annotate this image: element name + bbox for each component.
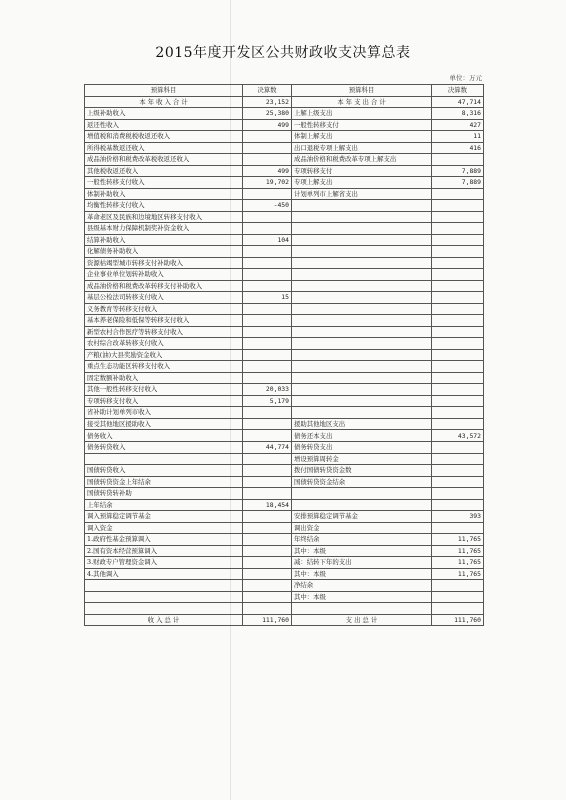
expense-item-cell: [292, 395, 432, 407]
income-amount-cell: [243, 545, 292, 557]
income-amount-cell: [243, 315, 292, 327]
budget-table: [84, 84, 484, 626]
income-item-cell: 成品油价格和税费改革税收返还收入: [85, 154, 243, 166]
expense-item-cell: [292, 211, 432, 223]
income-amount-cell: 499: [243, 165, 292, 177]
income-item-cell: 返还性收入: [85, 119, 243, 131]
income-item-cell: 本 年 收 入 合 计: [85, 96, 243, 108]
income-amount-cell: 104: [243, 234, 292, 246]
table-row: [85, 488, 484, 500]
expense-item-cell: 债务转贷支出: [292, 441, 432, 453]
income-item-cell: 成品油价格和税费改革转移支付补助收入: [85, 280, 243, 292]
income-amount-cell: [243, 488, 292, 500]
income-amount-cell: 5,179: [243, 395, 292, 407]
expense-amount-cell: [432, 522, 484, 534]
table-row: [85, 349, 484, 361]
expense-item-cell: 国债转贷资金结余: [292, 476, 432, 488]
table-header-row: [85, 85, 484, 97]
expense-item-cell: [292, 407, 432, 419]
table-row: [85, 499, 484, 511]
income-amount-cell: [243, 269, 292, 281]
income-amount-cell: [243, 580, 292, 592]
table-row: [85, 361, 484, 373]
income-item-cell: 革命老区及民族和边境地区转移支付收入: [85, 211, 243, 223]
expense-item-cell: 安排预算稳定调节基金: [292, 511, 432, 523]
income-amount-cell: [243, 246, 292, 258]
income-item-cell: 调入预算稳定调节基金: [85, 511, 243, 523]
expense-amount-cell: [432, 372, 484, 384]
expense-amount-cell: [432, 418, 484, 430]
expense-amount-cell: [432, 292, 484, 304]
income-item-cell: 4.其他调入: [85, 568, 243, 580]
table-row: [85, 545, 484, 557]
income-item-cell: [85, 453, 243, 465]
expense-item-cell: 调出资金: [292, 522, 432, 534]
income-amount-cell: [243, 465, 292, 477]
expense-item-cell: 专项上解支出: [292, 177, 432, 189]
income-item-cell: 国债转贷资金上年结余: [85, 476, 243, 488]
table-row: [85, 372, 484, 384]
expense-amount-cell: 11,765: [432, 557, 484, 569]
expense-amount-cell: [432, 349, 484, 361]
expense-amount-cell: [432, 488, 484, 500]
expense-amount-cell: [432, 246, 484, 258]
expense-item-cell: [292, 315, 432, 327]
table-row: [85, 384, 484, 396]
income-item-cell: [85, 580, 243, 592]
table-row: [85, 430, 484, 442]
income-item-cell: 新型农村合作医疗等转移支付收入: [85, 326, 243, 338]
expense-amount-cell: [432, 154, 484, 166]
income-item-cell: 固定数额补助收入: [85, 372, 243, 384]
expense-item-cell: [292, 257, 432, 269]
expense-amount-cell: 111,760: [432, 614, 484, 626]
table-row: [85, 441, 484, 453]
expense-item-cell: 增设预算周转金: [292, 453, 432, 465]
expense-item-cell: [292, 269, 432, 281]
income-item-cell: 3.财政专户管理资金调入: [85, 557, 243, 569]
expense-amount-cell: 416: [432, 142, 484, 154]
income-amount-cell: [243, 511, 292, 523]
table-row: [85, 200, 484, 212]
table-row: [85, 108, 484, 120]
income-amount-cell: [243, 211, 292, 223]
income-amount-cell: [243, 372, 292, 384]
income-item-cell: 一般性转移支付收入: [85, 177, 243, 189]
table-row: [85, 177, 484, 189]
expense-amount-cell: [432, 407, 484, 419]
expense-amount-cell: [432, 591, 484, 603]
expense-amount-cell: [432, 338, 484, 350]
expense-item-cell: 减：结转下年的支出: [292, 557, 432, 569]
expense-amount-cell: [432, 465, 484, 477]
table-row: [85, 580, 484, 592]
expense-item-cell: 计划单列市上解省支出: [292, 188, 432, 200]
expense-item-cell: 拨付国债转贷资金数: [292, 465, 432, 477]
income-amount-cell: 15: [243, 292, 292, 304]
income-item-cell: 收 入 总 计: [85, 614, 243, 626]
income-item-cell: 债务收入: [85, 430, 243, 442]
expense-item-cell: 出口退税专项上解支出: [292, 142, 432, 154]
table-row: [85, 280, 484, 292]
expense-amount-cell: [432, 280, 484, 292]
expense-item-cell: [292, 246, 432, 258]
expense-item-cell: [292, 303, 432, 315]
income-item-cell: 增值税和消费税税收返还收入: [85, 131, 243, 143]
income-item-cell: 结算补助收入: [85, 234, 243, 246]
table-row: [85, 142, 484, 154]
expense-item-cell: 其中：本级: [292, 545, 432, 557]
expense-amount-cell: [432, 326, 484, 338]
expense-item-cell: [292, 349, 432, 361]
income-amount-cell: [243, 418, 292, 430]
expense-amount-cell: 11: [432, 131, 484, 143]
income-amount-cell: [243, 188, 292, 200]
expense-amount-cell: 11,765: [432, 545, 484, 557]
income-amount-cell: [243, 557, 292, 569]
income-item-cell: 企业事业单位划转补助收入: [85, 269, 243, 281]
income-amount-cell: 19,702: [243, 177, 292, 189]
table-row: [85, 511, 484, 523]
expense-item-cell: 体制上解支出: [292, 131, 432, 143]
income-amount-cell: [243, 326, 292, 338]
table-row: [85, 476, 484, 488]
table-row: [85, 603, 484, 615]
table-row: [85, 223, 484, 235]
income-item-cell: 产粮(油)大县奖励资金收入: [85, 349, 243, 361]
table-row: [85, 557, 484, 569]
expense-item-cell: 其中：本级: [292, 568, 432, 580]
table-row: [85, 453, 484, 465]
table-row: [85, 96, 484, 108]
expense-item-cell: 一般性转移支付: [292, 119, 432, 131]
expense-item-cell: [292, 372, 432, 384]
expense-amount-cell: 393: [432, 511, 484, 523]
expense-amount-cell: 11,765: [432, 534, 484, 546]
income-amount-cell: [243, 361, 292, 373]
expense-amount-cell: [432, 269, 484, 281]
table-row: [85, 165, 484, 177]
income-amount-cell: 23,152: [243, 96, 292, 108]
table-row: [85, 154, 484, 166]
table-row: [85, 303, 484, 315]
income-item-cell: 上年结余: [85, 499, 243, 511]
expense-item-cell: 债务还本支出: [292, 430, 432, 442]
expense-amount-cell: [432, 395, 484, 407]
income-item-cell: 上级补助收入: [85, 108, 243, 120]
expense-amount-header: 决算数: [432, 85, 484, 97]
expense-amount-cell: [432, 476, 484, 488]
income-item-cell: 基本养老保险和低保等转移支付收入: [85, 315, 243, 327]
income-amount-cell: [243, 407, 292, 419]
income-item-cell: [85, 591, 243, 603]
income-item-cell: 义务教育等转移支付收入: [85, 303, 243, 315]
expense-amount-cell: 11,765: [432, 568, 484, 580]
expense-amount-cell: [432, 603, 484, 615]
income-item-cell: 化解债务补助收入: [85, 246, 243, 258]
income-amount-cell: 18,454: [243, 499, 292, 511]
table-row: [85, 568, 484, 580]
table-row: [85, 522, 484, 534]
expense-amount-cell: [432, 499, 484, 511]
expense-amount-cell: [432, 303, 484, 315]
income-amount-cell: [243, 131, 292, 143]
expense-item-cell: [292, 200, 432, 212]
expense-item-cell: 成品油价格和税费改革专项上解支出: [292, 154, 432, 166]
income-item-header: 预算科目: [85, 85, 243, 97]
expense-amount-cell: [432, 315, 484, 327]
expense-item-cell: [292, 326, 432, 338]
expense-amount-cell: [432, 188, 484, 200]
income-item-cell: 均衡性转移支付收入: [85, 200, 243, 212]
table-row: [85, 188, 484, 200]
expense-item-header: 预算科目: [292, 85, 432, 97]
income-amount-cell: 25,380: [243, 108, 292, 120]
income-item-cell: 国债转贷收入: [85, 465, 243, 477]
document-title: 2015年度开发区公共财政收支决算总表: [155, 45, 411, 61]
expense-item-cell: [292, 280, 432, 292]
income-item-cell: 重点生态功能区转移支付收入: [85, 361, 243, 373]
income-amount-cell: 20,033: [243, 384, 292, 396]
income-item-cell: 农村综合改革转移支付收入: [85, 338, 243, 350]
income-item-cell: 国债转贷转补助: [85, 488, 243, 500]
table-row: [85, 257, 484, 269]
income-item-cell: 基层公检法司转移支付收入: [85, 292, 243, 304]
expense-amount-cell: [432, 257, 484, 269]
table-row: [85, 246, 484, 258]
expense-item-cell: [292, 499, 432, 511]
income-item-cell: 债务转贷收入: [85, 441, 243, 453]
table-row: [85, 534, 484, 546]
expense-amount-cell: 43,572: [432, 430, 484, 442]
table-row: [85, 315, 484, 327]
expense-item-cell: 援助其他地区支出: [292, 418, 432, 430]
expense-amount-cell: [432, 441, 484, 453]
expense-item-cell: 本 年 支 出 合 计: [292, 96, 432, 108]
expense-item-cell: 上解上级支出: [292, 108, 432, 120]
expense-item-cell: [292, 234, 432, 246]
table-row: [85, 418, 484, 430]
income-amount-cell: [243, 338, 292, 350]
income-amount-cell: 111,760: [243, 614, 292, 626]
income-amount-cell: [243, 591, 292, 603]
income-amount-cell: [243, 303, 292, 315]
expense-item-cell: [292, 292, 432, 304]
expense-amount-cell: [432, 234, 484, 246]
table-row: [85, 119, 484, 131]
expense-item-cell: 专项转移支付: [292, 165, 432, 177]
expense-item-cell: [292, 384, 432, 396]
income-item-cell: 其他一般性转移支付收入: [85, 384, 243, 396]
expense-item-cell: [292, 338, 432, 350]
income-item-cell: 2.国有资本经营预算调入: [85, 545, 243, 557]
table-row: [85, 326, 484, 338]
expense-amount-cell: 47,714: [432, 96, 484, 108]
income-amount-cell: -450: [243, 200, 292, 212]
table-row: [85, 269, 484, 281]
expense-item-cell: [292, 223, 432, 235]
table-row: [85, 292, 484, 304]
expense-amount-cell: [432, 384, 484, 396]
expense-amount-cell: 7,889: [432, 165, 484, 177]
income-amount-cell: [243, 257, 292, 269]
income-amount-cell: [243, 223, 292, 235]
expense-amount-cell: [432, 200, 484, 212]
income-amount-cell: [243, 603, 292, 615]
income-amount-cell: 499: [243, 119, 292, 131]
income-amount-cell: 44,774: [243, 441, 292, 453]
income-item-cell: 资源枯竭型城市转移支付补助收入: [85, 257, 243, 269]
expense-amount-cell: [432, 223, 484, 235]
table-row: [85, 131, 484, 143]
expense-amount-cell: 7,889: [432, 177, 484, 189]
expense-item-cell: 净结余: [292, 580, 432, 592]
unit-label: 单位：万元: [449, 74, 482, 82]
income-item-cell: 省补助计划单列市收入: [85, 407, 243, 419]
income-amount-cell: [243, 534, 292, 546]
table-body: [85, 96, 484, 626]
expense-amount-cell: 427: [432, 119, 484, 131]
expense-amount-cell: 8,316: [432, 108, 484, 120]
income-amount-cell: [243, 522, 292, 534]
income-item-cell: 体制补助收入: [85, 188, 243, 200]
table-row: [85, 395, 484, 407]
expense-item-cell: [292, 603, 432, 615]
income-item-cell: 其他税收返还收入: [85, 165, 243, 177]
expense-amount-cell: [432, 361, 484, 373]
table-row: [85, 407, 484, 419]
income-amount-cell: [243, 349, 292, 361]
expense-amount-cell: [432, 453, 484, 465]
expense-item-cell: [292, 361, 432, 373]
expense-item-cell: [292, 488, 432, 500]
income-item-cell: [85, 603, 243, 615]
table-row: [85, 614, 484, 626]
expense-amount-cell: [432, 580, 484, 592]
expense-item-cell: 支 出 总 计: [292, 614, 432, 626]
expense-amount-cell: [432, 211, 484, 223]
income-amount-cell: [243, 476, 292, 488]
table-row: [85, 234, 484, 246]
income-amount-cell: [243, 568, 292, 580]
income-amount-cell: [243, 280, 292, 292]
income-item-cell: 专项转移支付收入: [85, 395, 243, 407]
table-row: [85, 465, 484, 477]
table-row: [85, 338, 484, 350]
income-amount-header: 决算数: [243, 85, 292, 97]
income-item-cell: 县级基本财力保障机制奖补资金收入: [85, 223, 243, 235]
table-row: [85, 211, 484, 223]
income-amount-cell: [243, 430, 292, 442]
expense-item-cell: 其中：本级: [292, 591, 432, 603]
income-amount-cell: [243, 154, 292, 166]
income-item-cell: 调入资金: [85, 522, 243, 534]
income-item-cell: 所得税基数返还收入: [85, 142, 243, 154]
table-row: [85, 591, 484, 603]
income-amount-cell: [243, 453, 292, 465]
income-item-cell: 1.政府性基金预算调入: [85, 534, 243, 546]
income-amount-cell: [243, 142, 292, 154]
expense-item-cell: 年终结余: [292, 534, 432, 546]
income-item-cell: 接受其他地区援助收入: [85, 418, 243, 430]
